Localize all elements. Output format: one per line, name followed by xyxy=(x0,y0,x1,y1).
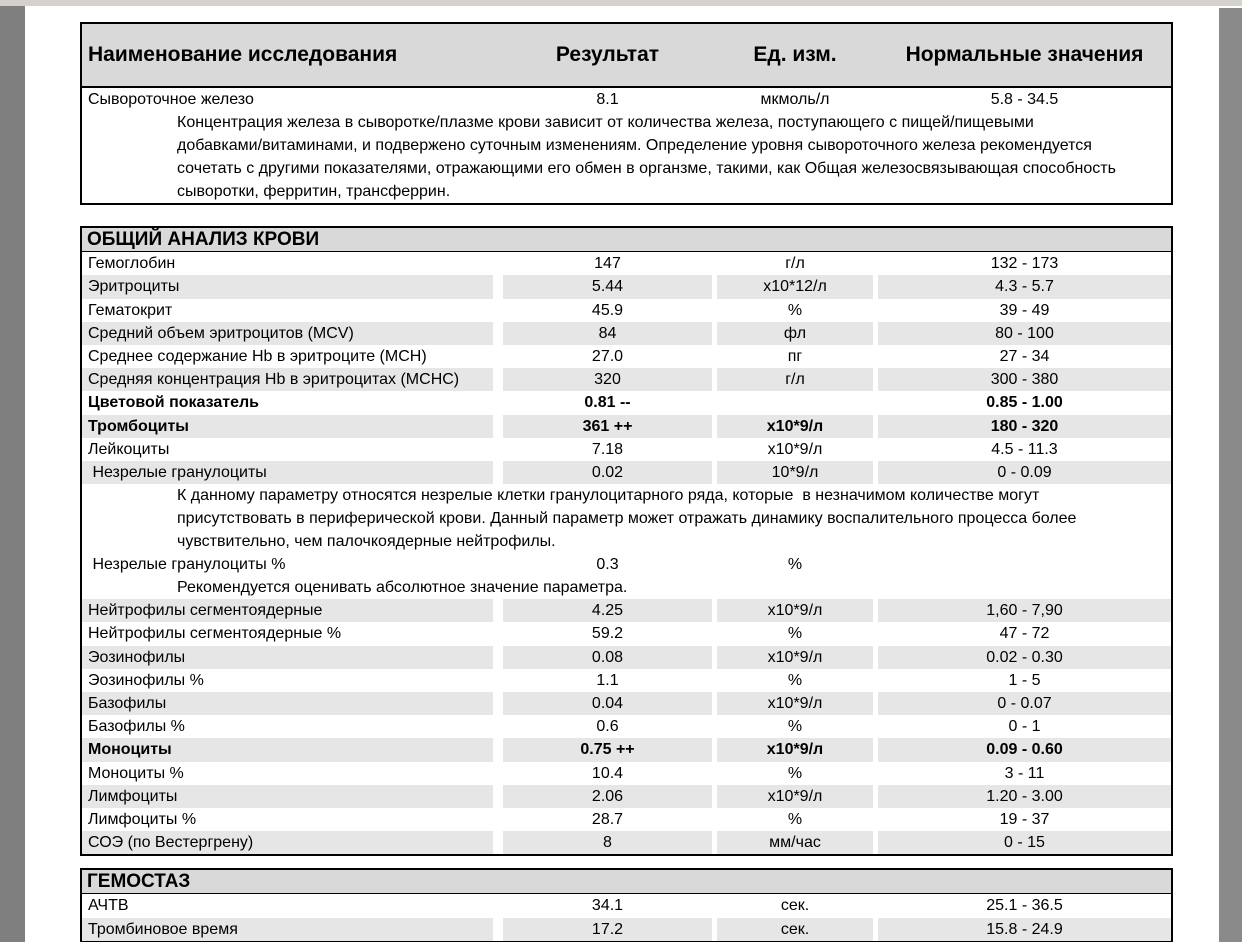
result-cell: 0.02 xyxy=(503,461,712,484)
name-cell: Цветовой показатель xyxy=(88,394,259,412)
column-gap xyxy=(493,669,503,692)
units-cell: 10*9/л xyxy=(717,461,873,484)
units-cell: сек. xyxy=(717,918,873,941)
name-cell: Незрелые гранулоциты % xyxy=(88,556,286,574)
norm-cell: 47 - 72 xyxy=(999,625,1050,643)
column-gap xyxy=(493,646,503,669)
name-cell: Незрелые гранулоциты xyxy=(82,461,493,484)
column-gap xyxy=(493,252,503,275)
column-gap xyxy=(493,894,503,917)
units-cell: x10*9/л xyxy=(717,415,873,438)
name-cell: Средняя концентрация Hb в эритроцитах (MCHC) xyxy=(82,368,493,391)
table-row xyxy=(82,738,1171,761)
name-cell: Эозинофилы % xyxy=(88,671,204,689)
result-cell: 28.7 xyxy=(591,810,624,828)
column-gap xyxy=(493,918,503,941)
column-header-result: Результат xyxy=(555,43,660,66)
name-cell: АЧТВ xyxy=(88,897,129,915)
comment-line: Концентрация железа в сыворотке/плазме крови зависит от количества железа, поступающего с пищей/пищевыми xyxy=(177,114,1034,132)
comment-line: добавками/витаминами, и подвержено суточным изменениям. Определение уровня сывороточного железа рекомендуется xyxy=(177,137,1092,155)
units-cell: x10*9/л xyxy=(717,599,873,622)
column-header-norm: Нормальные значения xyxy=(905,43,1144,66)
units-cell: x10*9/л xyxy=(767,440,823,458)
name-cell: Средний объем эритроцитов (MCV) xyxy=(82,322,493,345)
norm-cell: 4.5 - 11.3 xyxy=(991,440,1058,458)
norm-cell xyxy=(878,553,1171,576)
name-cell: Лимфоциты xyxy=(82,785,493,808)
name-cell: Нейтрофилы сегментоядерные % xyxy=(88,625,342,643)
table-row xyxy=(82,622,1171,645)
column-gap xyxy=(493,368,503,391)
name-cell: Лимфоциты % xyxy=(88,810,197,828)
units-cell: % xyxy=(787,810,803,828)
column-gap xyxy=(493,808,503,831)
column-gap xyxy=(493,622,503,645)
result-cell: 10.4 xyxy=(591,764,624,782)
table-row xyxy=(82,715,1171,738)
result-cell: 5.44 xyxy=(503,275,712,298)
column-gap xyxy=(493,461,503,484)
table-row xyxy=(82,368,1171,391)
table-row xyxy=(82,831,1171,854)
results-table xyxy=(80,22,1173,205)
comment-block xyxy=(82,484,1171,553)
units-cell: сек. xyxy=(780,897,810,915)
table-row xyxy=(82,391,1171,414)
result-cell: 320 xyxy=(503,368,712,391)
section-title: ОБЩИЙ АНАЛИЗ КРОВИ xyxy=(82,228,1171,252)
table-row xyxy=(82,599,1171,622)
table-row xyxy=(82,345,1171,368)
units-cell: % xyxy=(787,625,803,643)
results-table xyxy=(80,226,1173,856)
units-cell xyxy=(717,391,873,414)
comment-block xyxy=(82,576,1171,599)
comment-line: Рекомендуется оценивать абсолютное значение параметра. xyxy=(177,579,628,597)
results-table xyxy=(80,868,1173,942)
name-cell: Моноциты % xyxy=(88,764,184,782)
norm-cell: 1 - 5 xyxy=(1008,671,1041,689)
column-gap xyxy=(493,553,503,576)
table-row xyxy=(82,252,1171,275)
column-header-name: Наименование исследования xyxy=(88,43,398,66)
units-cell: % xyxy=(787,556,803,574)
norm-cell: 39 - 49 xyxy=(999,301,1050,319)
report-page xyxy=(25,6,1219,942)
units-cell: x10*9/л xyxy=(717,692,873,715)
column-gap xyxy=(493,831,503,854)
units-cell: мкмоль/л xyxy=(760,91,830,108)
table-row xyxy=(82,88,1171,111)
units-cell: г/л xyxy=(717,368,873,391)
result-cell: 4.25 xyxy=(503,599,712,622)
section-title: ГЕМОСТАЗ xyxy=(82,870,1171,894)
column-header-row xyxy=(82,24,1171,88)
column-gap xyxy=(493,415,503,438)
units-cell: г/л xyxy=(785,255,805,273)
result-cell: 8 xyxy=(503,831,712,854)
result-cell: 361 ++ xyxy=(503,415,712,438)
units-cell: % xyxy=(787,671,803,689)
result-cell: 59.2 xyxy=(591,625,624,643)
table-row xyxy=(82,669,1171,692)
units-cell: % xyxy=(787,764,803,782)
norm-cell: 0 - 0.09 xyxy=(878,461,1171,484)
result-cell: 0.75 ++ xyxy=(503,738,712,761)
norm-cell: 0.09 - 0.60 xyxy=(878,738,1171,761)
column-gap xyxy=(493,762,503,785)
result-cell: 84 xyxy=(503,322,712,345)
result-cell: 34.1 xyxy=(591,897,624,915)
viewer-left-margin xyxy=(0,6,25,942)
units-cell: % xyxy=(787,718,803,736)
table-row xyxy=(82,553,1171,576)
norm-cell: 4.3 - 5.7 xyxy=(878,275,1171,298)
units-cell: % xyxy=(787,301,803,319)
table-row xyxy=(82,785,1171,808)
table-row xyxy=(82,762,1171,785)
column-gap xyxy=(493,715,503,738)
table-row xyxy=(82,322,1171,345)
table-row xyxy=(82,808,1171,831)
table-row xyxy=(82,438,1171,461)
column-gap xyxy=(493,391,503,414)
table-row xyxy=(82,894,1171,917)
table-row xyxy=(82,275,1171,298)
norm-cell: 0 - 0.07 xyxy=(878,692,1171,715)
units-cell: x10*9/л xyxy=(717,738,873,761)
result-cell: 8.1 xyxy=(596,91,619,108)
column-gap xyxy=(493,88,503,111)
norm-cell: 1.20 - 3.00 xyxy=(878,785,1171,808)
units-cell: x10*12/л xyxy=(717,275,873,298)
result-cell: 1.1 xyxy=(596,671,619,689)
norm-cell: 0 - 1 xyxy=(1008,718,1041,736)
norm-cell: 19 - 37 xyxy=(999,810,1050,828)
norm-cell: 15.8 - 24.9 xyxy=(878,918,1171,941)
name-cell: Гематокрит xyxy=(88,301,173,319)
result-cell: 27.0 xyxy=(591,347,624,365)
units-cell: фл xyxy=(717,322,873,345)
norm-cell: 1,60 - 7,90 xyxy=(878,599,1171,622)
comment-line: сыворотки, ферритин, трансферрин. xyxy=(177,183,451,201)
norm-cell: 180 - 320 xyxy=(878,415,1171,438)
norm-cell: 0 - 15 xyxy=(878,831,1171,854)
table-row xyxy=(82,415,1171,438)
norm-cell: 132 - 173 xyxy=(990,255,1059,273)
column-gap xyxy=(493,599,503,622)
column-header-units: Ед. изм. xyxy=(753,43,837,66)
table-row xyxy=(82,461,1171,484)
name-cell: Тромбиновое время xyxy=(82,918,493,941)
result-cell: 17.2 xyxy=(503,918,712,941)
units-cell: пг xyxy=(787,347,803,365)
comment-line: К данному параметру относятся незрелые клетки гранулоцитарного ряда, которые в незначимом количестве могут xyxy=(177,487,1040,505)
norm-cell: 3 - 11 xyxy=(1004,764,1045,782)
comment-line: сочетать с другими показателями, отражающими его обмен в органзме, такими, как Общая железосвязывающая способность xyxy=(177,160,1116,178)
result-cell: 45.9 xyxy=(591,301,624,319)
table-row xyxy=(82,299,1171,322)
column-gap xyxy=(493,345,503,368)
column-gap xyxy=(493,738,503,761)
column-gap xyxy=(493,299,503,322)
name-cell: Эритроциты xyxy=(82,275,493,298)
comment-line: чувствительно, чем палочкоядерные нейтрофилы. xyxy=(177,533,556,551)
column-gap xyxy=(493,275,503,298)
result-cell: 0.08 xyxy=(503,646,712,669)
table-row xyxy=(82,646,1171,669)
result-cell: 0.04 xyxy=(503,692,712,715)
name-cell: Базофилы xyxy=(82,692,493,715)
viewer-right-margin xyxy=(1219,8,1242,942)
norm-cell: 0.02 - 0.30 xyxy=(878,646,1171,669)
column-gap xyxy=(493,438,503,461)
result-cell: 2.06 xyxy=(503,785,712,808)
table-row xyxy=(82,918,1171,941)
name-cell: Среднее содержание Hb в эритроците (MCH) xyxy=(88,347,427,365)
result-cell: 0.3 xyxy=(596,556,619,574)
name-cell: Нейтрофилы сегментоядерные xyxy=(82,599,493,622)
norm-cell: 80 - 100 xyxy=(878,322,1171,345)
norm-cell: 25.1 - 36.5 xyxy=(986,897,1063,915)
norm-cell: 0.85 - 1.00 xyxy=(986,394,1063,412)
result-cell: 0.81 -- xyxy=(584,394,631,412)
column-gap xyxy=(493,785,503,808)
column-gap xyxy=(493,692,503,715)
result-cell: 0.6 xyxy=(596,718,619,736)
table-row xyxy=(82,692,1171,715)
result-cell: 147 xyxy=(594,255,621,273)
column-gap xyxy=(493,322,503,345)
name-cell: Моноциты xyxy=(82,738,493,761)
name-cell: Эозинофилы xyxy=(82,646,493,669)
norm-cell: 5.8 - 34.5 xyxy=(990,91,1059,108)
name-cell: СОЭ (по Вестергрену) xyxy=(82,831,493,854)
name-cell: Сывороточное железо xyxy=(88,91,254,108)
name-cell: Лейкоциты xyxy=(88,440,170,458)
result-cell: 7.18 xyxy=(591,440,624,458)
units-cell: x10*9/л xyxy=(717,785,873,808)
norm-cell: 300 - 380 xyxy=(878,368,1171,391)
comment-line: присутствовать в периферической крови. Данный параметр может отражать динамику воспалительного процесса более xyxy=(177,510,1077,528)
name-cell: Гемоглобин xyxy=(88,255,176,273)
comment-block xyxy=(82,111,1171,203)
name-cell: Тромбоциты xyxy=(82,415,493,438)
units-cell: мм/час xyxy=(717,831,873,854)
norm-cell: 27 - 34 xyxy=(999,347,1050,365)
units-cell: x10*9/л xyxy=(717,646,873,669)
name-cell: Базофилы % xyxy=(88,718,185,736)
